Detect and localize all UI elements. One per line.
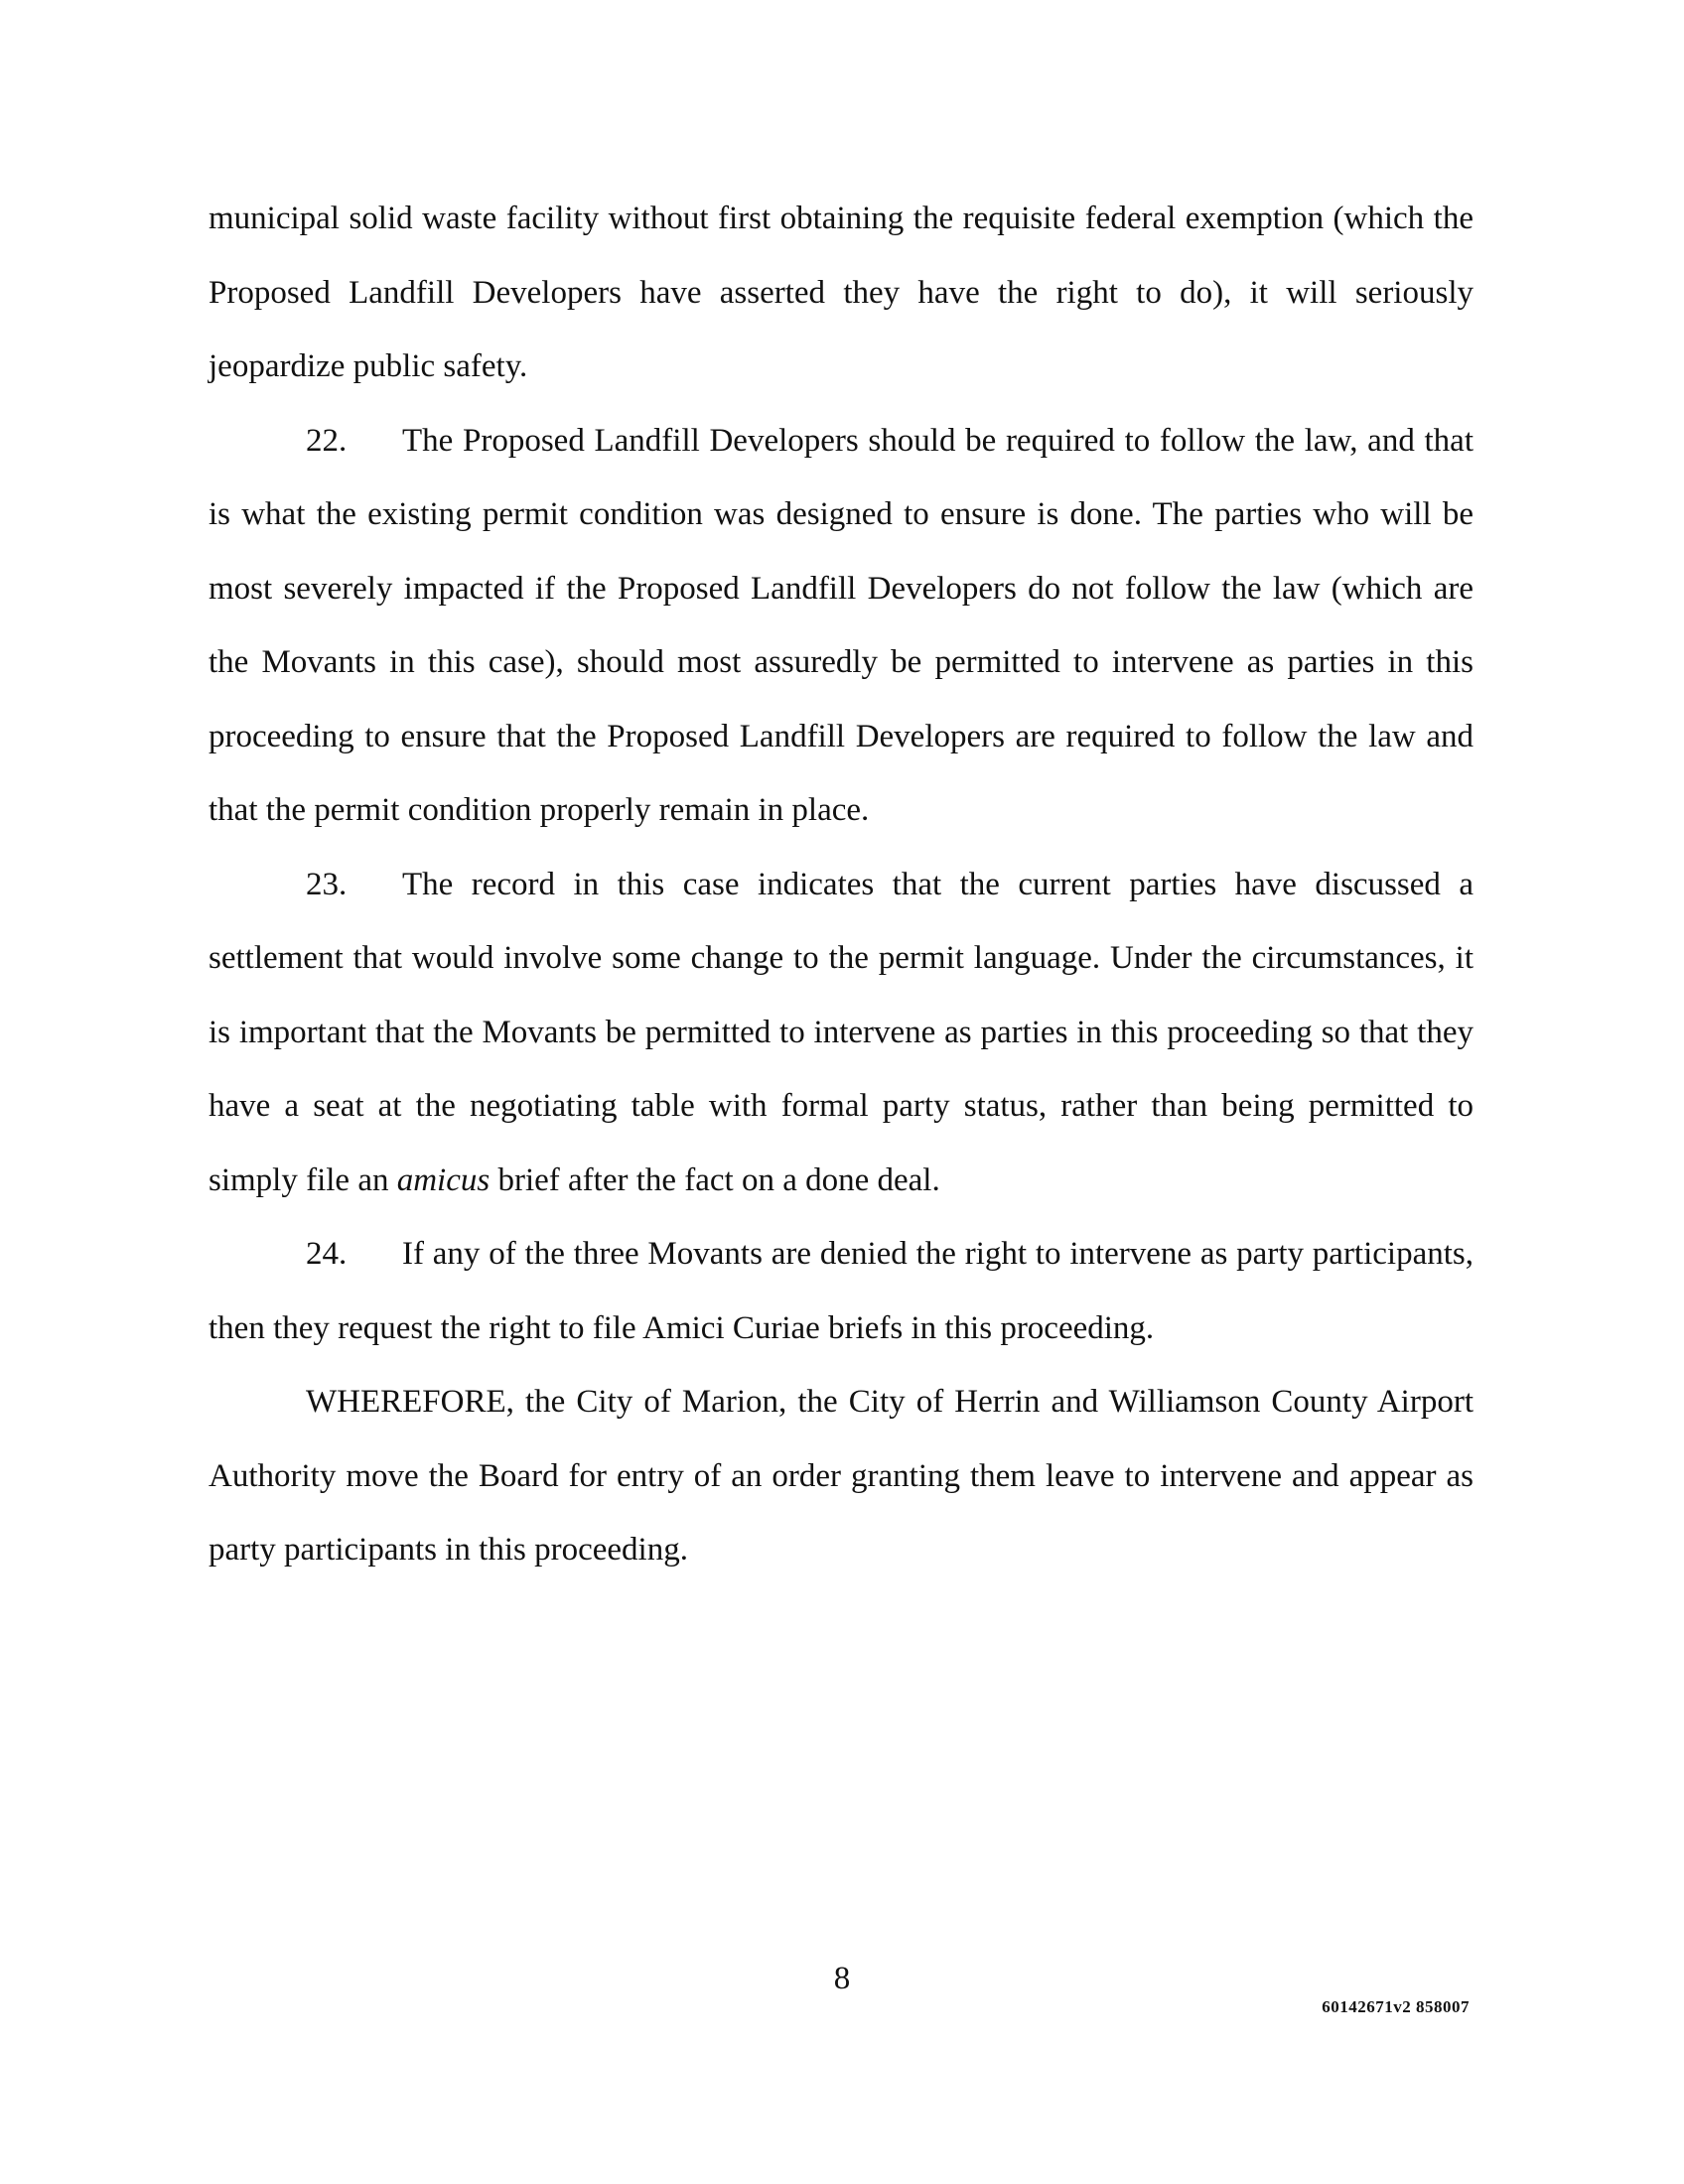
paragraph-text: If any of the three Movants are denied the right to intervene as party participants, then they request the right to file Amici Curiae briefs in this proceeding.	[209, 1236, 1474, 1346]
page-number: 8	[833, 1961, 851, 1996]
italic-term: amicus	[396, 1161, 491, 1198]
document-id: 60142671v2 858007	[1322, 1997, 1470, 2016]
document-body	[209, 182, 1474, 1587]
wherefore-paragraph: WHEREFORE, the City of Marion, the City of Herrin and Williamson County Airport Authority move the Board for entry of an order granting them leave to intervene and appear as party participants in this proceeding.	[209, 1384, 1474, 1568]
paragraph-number: 22.	[306, 422, 348, 459]
paragraph-number: 24.	[306, 1236, 348, 1272]
paragraph-24	[209, 1217, 1474, 1365]
paragraph-text-end: brief after the fact on a done deal.	[490, 1161, 940, 1198]
paragraph-text: The record in this case indicates that the current parties have discussed a settlement that would involve some change to the permit language. Under the circumstances, it is important that the Movants be permitted to intervene as parties in this proceeding so that they have a seat at the negotiating table with formal party status, rather than being permitted to simply file an	[209, 866, 1474, 1198]
paragraph-text: The Proposed Landfill Developers should be required to follow the law, and that is what the existing permit condition was designed to ensure is done. The parties who will be most severely impacted if the Proposed Landfill Developers do not follow the law (which are the Movants in this case), should most assuredly be permitted to intervene as parties in this proceeding to ensure that the Proposed Landfill Developers are required to follow the law and that the permit condition properly remain in place.	[209, 422, 1474, 828]
paragraph-23	[209, 848, 1474, 1218]
paragraph-number: 23.	[306, 866, 348, 902]
continued-paragraph: municipal solid waste facility without first obtaining the requisite federal exemption (which the Proposed Landfill Developers have asserted they have the right to do), it will seriously jeopardize public safety.	[209, 201, 1474, 384]
paragraph-22	[209, 404, 1474, 848]
